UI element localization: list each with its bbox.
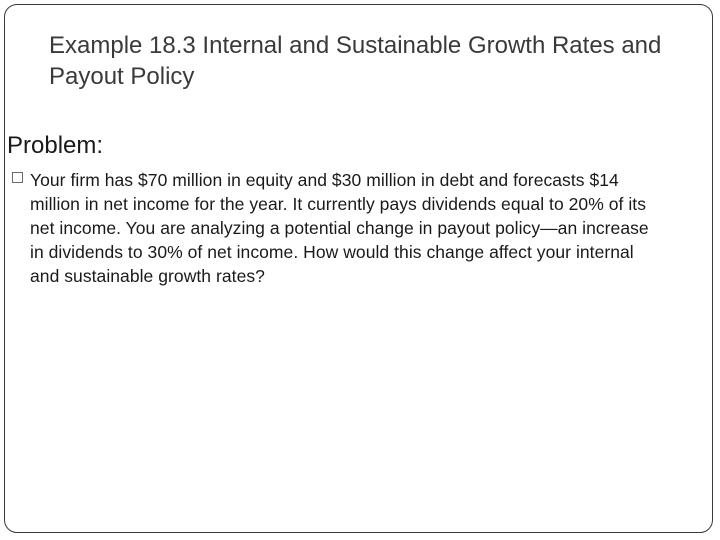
slide-title: Example 18.3 Internal and Sustainable Growth Rates and Payout Policy <box>49 32 662 90</box>
square-bullet-icon <box>12 172 23 183</box>
problem-text: Your firm has $70 million in equity and $30 million in debt and forecasts $14 million in net income for the year. It currently pays dividends equal to 20% of its net income. You are analyzing a potential change in payout policy—an increase in dividends to 30% of net income. How would this change affect your internal and sustainable growth rates? <box>30 170 649 286</box>
problem-bullet <box>12 168 662 288</box>
problem-heading: Problem: <box>7 132 104 159</box>
